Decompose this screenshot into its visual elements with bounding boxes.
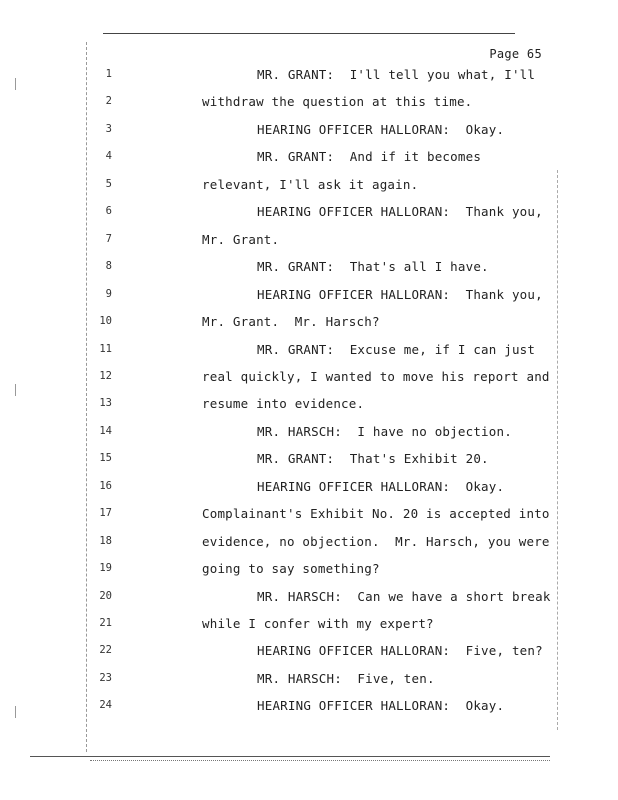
line-number: 14: [99, 424, 112, 437]
line-number: 8: [105, 260, 112, 273]
line-number: 24: [99, 699, 112, 712]
line-text: resume into evidence.: [202, 396, 365, 412]
line-text: HEARING OFFICER HALLORAN: Okay.: [257, 478, 505, 494]
line-text: MR. HARSCH: Five, ten.: [257, 670, 435, 686]
line-number: 17: [99, 507, 112, 520]
line-number: 1: [105, 68, 112, 80]
line-text: MR. HARSCH: I have no objection.: [257, 423, 512, 439]
line-text: HEARING OFFICER HALLORAN: Okay.: [257, 121, 505, 137]
line-text: HEARING OFFICER HALLORAN: Thank you,: [257, 286, 543, 302]
line-text: HEARING OFFICER HALLORAN: Okay.: [257, 698, 505, 714]
transcript-line: [0, 424, 618, 446]
header-rule: [103, 33, 515, 34]
transcript-line: [0, 396, 618, 418]
transcript-line: [0, 479, 618, 501]
line-number: 6: [105, 205, 112, 218]
line-text: MR. HARSCH: Can we have a short break: [257, 588, 551, 604]
line-text: MR. GRANT: That's Exhibit 20.: [257, 451, 489, 467]
line-number: 15: [99, 452, 112, 465]
line-text: MR. GRANT: And if it becomes: [257, 149, 482, 165]
line-text: evidence, no objection. Mr. Harsch, you were: [202, 533, 550, 549]
line-number: 20: [99, 589, 112, 602]
line-text: while I confer with my expert?: [202, 616, 434, 631]
line-text: MR. GRANT: That's all I have.: [257, 259, 489, 275]
transcript-line: [0, 67, 618, 89]
line-number: 19: [99, 562, 112, 575]
line-number: 2: [105, 95, 112, 108]
transcript-line: [0, 342, 618, 364]
transcript-line: [0, 122, 618, 144]
footer-rule-dotted: [90, 760, 550, 761]
transcript-line: [0, 451, 618, 473]
line-number: 4: [105, 150, 112, 163]
line-text: MR. GRANT: I'll tell you what, I'll: [257, 67, 536, 82]
line-number: 21: [99, 617, 112, 629]
transcript-line: [0, 643, 618, 665]
transcript-line: [0, 534, 618, 556]
line-number: 23: [99, 671, 112, 684]
transcript-line: [0, 506, 618, 528]
transcript-line: [0, 369, 618, 391]
line-text: MR. GRANT: Excuse me, if I can just: [257, 341, 536, 357]
line-number: 3: [105, 122, 112, 135]
line-number: 9: [105, 287, 112, 300]
transcript-line: [0, 94, 618, 116]
line-number: 13: [99, 397, 112, 410]
transcript-line: [0, 204, 618, 226]
line-text: relevant, I'll ask it again.: [202, 176, 419, 192]
transcript-line: [0, 177, 618, 199]
transcript-line: [0, 698, 618, 720]
line-text: Mr. Grant. Mr. Harsch?: [202, 314, 380, 330]
transcript-line: [0, 259, 618, 281]
transcript-line: [0, 671, 618, 693]
line-number: 5: [105, 177, 112, 190]
transcript-line: [0, 287, 618, 309]
line-text: HEARING OFFICER HALLORAN: Five, ten?: [257, 643, 543, 659]
line-text: going to say something?: [202, 561, 380, 577]
transcript-line: [0, 314, 618, 336]
line-number: 16: [99, 479, 112, 492]
line-text: HEARING OFFICER HALLORAN: Thank you,: [257, 204, 543, 220]
line-number: 11: [99, 342, 112, 355]
line-text: Mr. Grant.: [202, 231, 280, 247]
transcript-line: [0, 149, 618, 171]
line-number: 12: [99, 369, 112, 382]
page-number: Page 65: [489, 47, 542, 61]
transcript-line: [0, 589, 618, 611]
transcript-line: [0, 232, 618, 254]
footer-rule: [30, 756, 550, 757]
line-number: 22: [99, 644, 112, 657]
line-text: Complainant's Exhibit No. 20 is accepted into: [202, 506, 550, 522]
transcript-line: [0, 616, 618, 638]
line-number: 18: [99, 534, 112, 547]
line-number: 7: [105, 232, 112, 245]
line-text: withdraw the question at this time.: [202, 94, 473, 110]
transcript-line: [0, 561, 618, 583]
line-number: 10: [99, 315, 112, 328]
line-text: real quickly, I wanted to move his report and: [202, 368, 550, 384]
